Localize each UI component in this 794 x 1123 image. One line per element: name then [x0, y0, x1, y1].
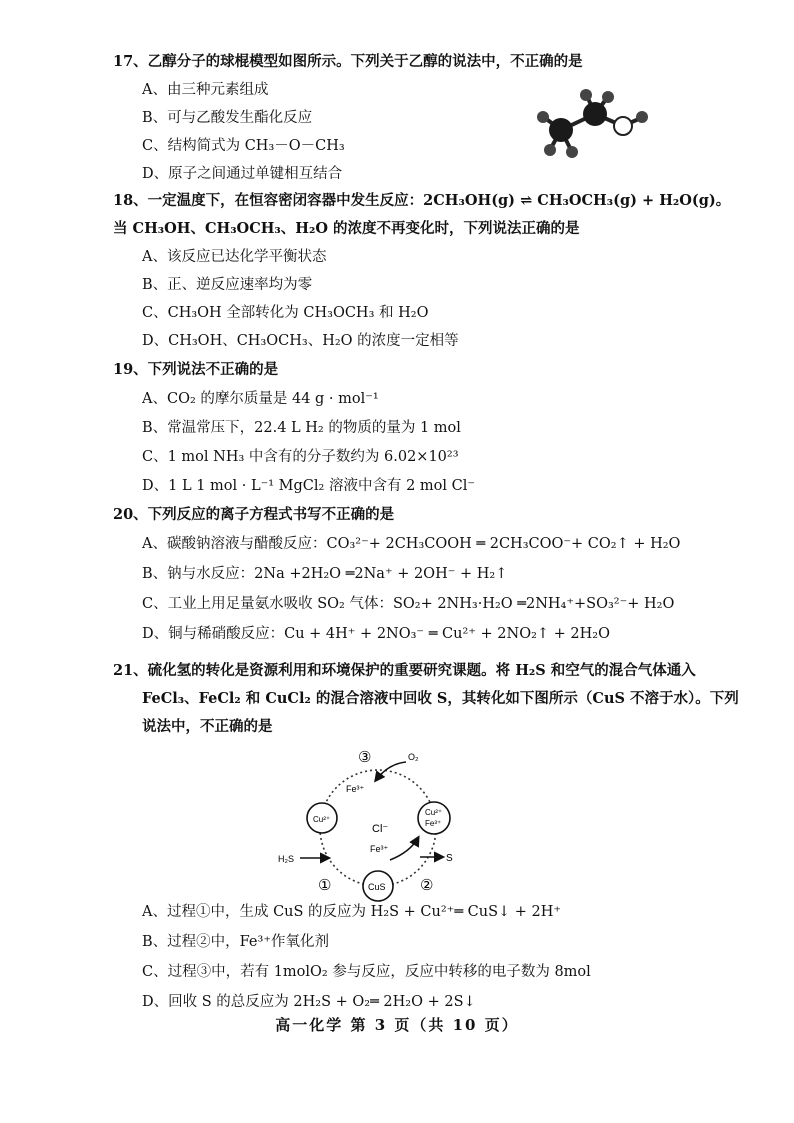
sulfur-recovery-cycle-diagram — [270, 740, 490, 908]
q20-option-a: A、碳酸钠溶液与醋酸反应：CO₃²⁻+ 2CH₃COOH ═ 2CH₃COO⁻+ CO₂↑ + H₂O — [142, 536, 681, 552]
q19-option-b: B、常温常压下，22.4 L H₂ 的物质的量为 1 mol — [142, 420, 461, 436]
q17-option-b: B、可与乙酸发生酯化反应 — [142, 110, 313, 126]
q17-option-a: A、由三种元素组成 — [142, 82, 269, 98]
q18-stem-line1: 18、一定温度下，在恒容密闭容器中发生反应：2CH₃OH(g) ⇌ CH₃OCH₃(g) + H₂O(g)。 — [113, 192, 731, 209]
q18-option-d: D、CH₃OH、CH₃OCH₃、H₂O 的浓度一定相等 — [142, 333, 459, 349]
q18-option-a: A、该反应已达化学平衡状态 — [142, 249, 327, 265]
h2s-label: H₂S — [278, 854, 294, 864]
q21-option-b: B、过程②中，Fe³⁺作氧化剂 — [142, 934, 329, 950]
o2-label: O₂ — [408, 752, 419, 762]
step2-label: ② — [420, 877, 434, 894]
q18-option-b: B、正、逆反应速率均为零 — [142, 277, 313, 293]
q17-option-c: C、结构简式为 CH₃－O－CH₃ — [142, 138, 345, 154]
cl-label: Cl⁻ — [372, 823, 389, 835]
q19-option-d: D、1 L 1 mol · L⁻¹ MgCl₂ 溶液中含有 2 mol Cl⁻ — [142, 478, 476, 494]
q17-stem: 17、乙醇分子的球棍模型如图所示。下列关于乙醇的说法中，不正确的是 — [113, 53, 583, 70]
step3-label: ③ — [358, 749, 372, 766]
step1-label: ① — [318, 877, 332, 894]
q18-stem-line2: 当 CH₃OH、CH₃OCH₃、H₂O 的浓度不再变化时，下列说法正确的是 — [113, 220, 580, 237]
page-footer: 高一化学 第 3 页（共 10 页） — [275, 1016, 519, 1034]
q20-option-b: B、钠与水反应：2Na +2H₂O ═2Na⁺ + 2OH⁻ + H₂↑ — [142, 566, 508, 582]
ethanol-ball-stick-model — [525, 88, 655, 163]
q20-option-d: D、铜与稀硝酸反应：Cu + 4H⁺ + 2NO₃⁻ ═ Cu²⁺ + 2NO₂↑ + 2H₂O — [142, 626, 610, 642]
q19-stem: 19、下列说法不正确的是 — [113, 361, 279, 378]
q21-option-a: A、过程①中，生成 CuS 的反应为 H₂S + Cu²⁺═ CuS↓ + 2H⁺ — [142, 904, 562, 920]
q19-option-a: A、CO₂ 的摩尔质量是 44 g · mol⁻¹ — [142, 391, 379, 407]
cu2-right-label: Cu²⁺ — [425, 808, 443, 817]
cu2-fe3-node — [418, 802, 450, 834]
fe3-mid-label: Fe³⁺ — [370, 844, 389, 854]
q21-option-c: C、过程③中，若有 1molO₂ 参与反应，反应中转移的电子数为 8mol — [142, 964, 591, 980]
q21-stem-line2: FeCl₃、FeCl₂ 和 CuCl₂ 的混合溶液中回收 S，其转化如下图所示（CuS 不溶于水）。下列 — [142, 690, 739, 707]
s-label: S — [446, 853, 453, 864]
q19-option-c: C、1 mol NH₃ 中含有的分子数约为 6.02×10²³ — [142, 449, 459, 465]
fe3-top-label: Fe³⁺ — [346, 784, 365, 794]
fe3-right-label: Fe³⁺ — [425, 819, 442, 828]
cus-label: CuS — [368, 882, 386, 892]
q21-stem-line3: 说法中，不正确的是 — [142, 718, 273, 735]
cu2-label: Cu²⁺ — [313, 815, 331, 824]
q21-stem-line1: 21、硫化氢的转化是资源利用和环境保护的重要研究课题。将 H₂S 和空气的混合气体通入 — [113, 662, 696, 679]
q17-option-d: D、原子之间通过单键相互结合 — [142, 166, 343, 182]
q18-option-c: C、CH₃OH 全部转化为 CH₃OCH₃ 和 H₂O — [142, 305, 429, 321]
fe3-arrow — [390, 838, 418, 860]
q20-stem: 20、下列反应的离子方程式书写不正确的是 — [113, 506, 395, 523]
q21-option-d: D、回收 S 的总反应为 2H₂S + O₂═ 2H₂O + 2S↓ — [142, 994, 476, 1010]
q20-option-c: C、工业上用足量氨水吸收 SO₂ 气体：SO₂+ 2NH₃·H₂O ═2NH₄⁺+SO₃²⁻+ H₂O — [142, 596, 675, 612]
